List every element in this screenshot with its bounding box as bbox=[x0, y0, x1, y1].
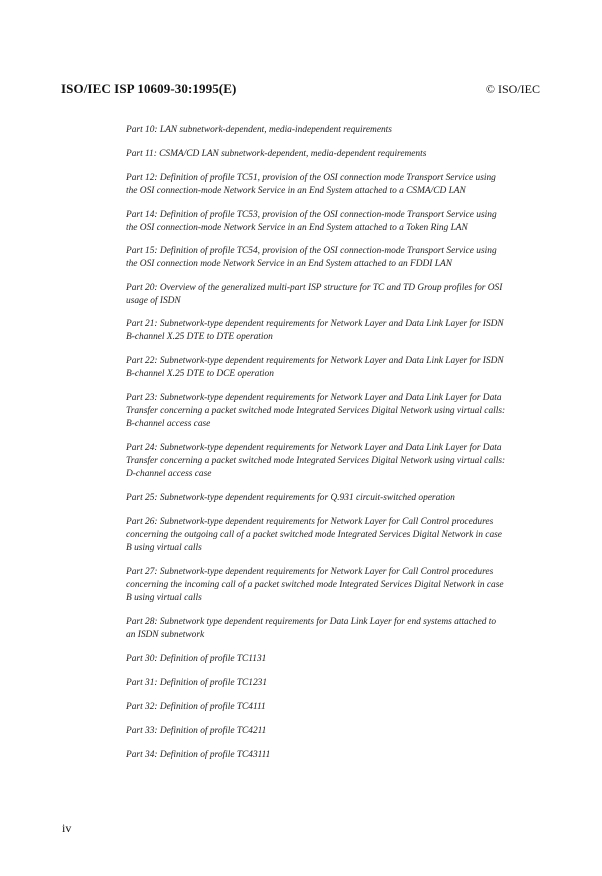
part-entry: Part 21: Subnetwork-type dependent requirements for Network Layer and Data Link Layer for ISDN B-channel X.25 DTE to DTE operation bbox=[126, 319, 504, 342]
parts-list bbox=[126, 124, 538, 762]
part-entry: Part 34: Definition of profile TC43111 bbox=[126, 750, 271, 760]
page-number: iv bbox=[62, 821, 72, 835]
part-entry: Part 25: Subnetwork-type dependent requirements for Q.931 circuit-switched operation bbox=[126, 493, 455, 503]
part-entry: Part 14: Definition of profile TC53, provision of the OSI connection-mode Transport Service using the OSI connection-mode Network Service in an End System attached to a Token Ring LAN bbox=[126, 210, 497, 233]
part-entry: Part 12: Definition of profile TC51, provision of the OSI connection mode Transport Service using the OSI connection-mode Network Service in an End System attached to a CSMA/CD LAN bbox=[126, 173, 496, 196]
part-entry: Part 11: CSMA/CD LAN subnetwork-dependent, media-dependent requirements bbox=[126, 149, 427, 159]
part-entry: Part 10: LAN subnetwork-dependent, media-independent requirements bbox=[126, 125, 392, 135]
part-entry: Part 33: Definition of profile TC4211 bbox=[126, 726, 267, 736]
part-entry: Part 27: Subnetwork-type dependent requirements for Network Layer for Call Control procedures concerning the incoming call of a packet switched mode Integrated Services Digital Network in case B using virtual calls bbox=[126, 567, 504, 603]
part-entry: Part 23: Subnetwork-type dependent requirements for Network Layer and Data Link Layer for Data Transfer concerning a packet switched mode Integrated Services Digital Network using virtual calls: B-channel access case bbox=[126, 393, 506, 429]
part-entry: Part 32: Definition of profile TC4111 bbox=[126, 702, 266, 712]
part-entry: Part 22: Subnetwork-type dependent requirements for Network Layer and Data Link Layer for ISDN B-channel X.25 DTE to DCE operation bbox=[126, 356, 504, 379]
part-entry: Part 28: Subnetwork type dependent requirements for Data Link Layer for end systems attached to an ISDN subnetwork bbox=[126, 617, 497, 640]
part-entry: Part 24: Subnetwork-type dependent requirements for Network Layer and Data Link Layer for Data Transfer concerning a packet switched mode Integrated Services Digital Network using virtual calls: D-channel access case bbox=[126, 443, 506, 479]
part-entry: Part 31: Definition of profile TC1231 bbox=[126, 678, 268, 688]
standard-identifier: ISO/IEC ISP 10609-30:1995(E) bbox=[61, 81, 237, 96]
copyright-notice: © ISO/IEC bbox=[485, 82, 540, 96]
part-entry: Part 15: Definition of profile TC54, provision of the OSI connection-mode Transport Service using the OSI connection mode Network Service in an End System attached to an FDDI LAN bbox=[126, 246, 497, 269]
part-entry: Part 30: Definition of profile TC1131 bbox=[126, 654, 267, 664]
part-entry: Part 20: Overview of the generalized multi-part ISP structure for TC and TD Group profiles for OSI usage of ISDN bbox=[126, 283, 503, 306]
part-entry: Part 26: Subnetwork-type dependent requirements for Network Layer for Call Control procedures concerning the outgoing call of a packet switched mode Integrated Services Digital Network in case B using virtual calls bbox=[126, 517, 502, 553]
